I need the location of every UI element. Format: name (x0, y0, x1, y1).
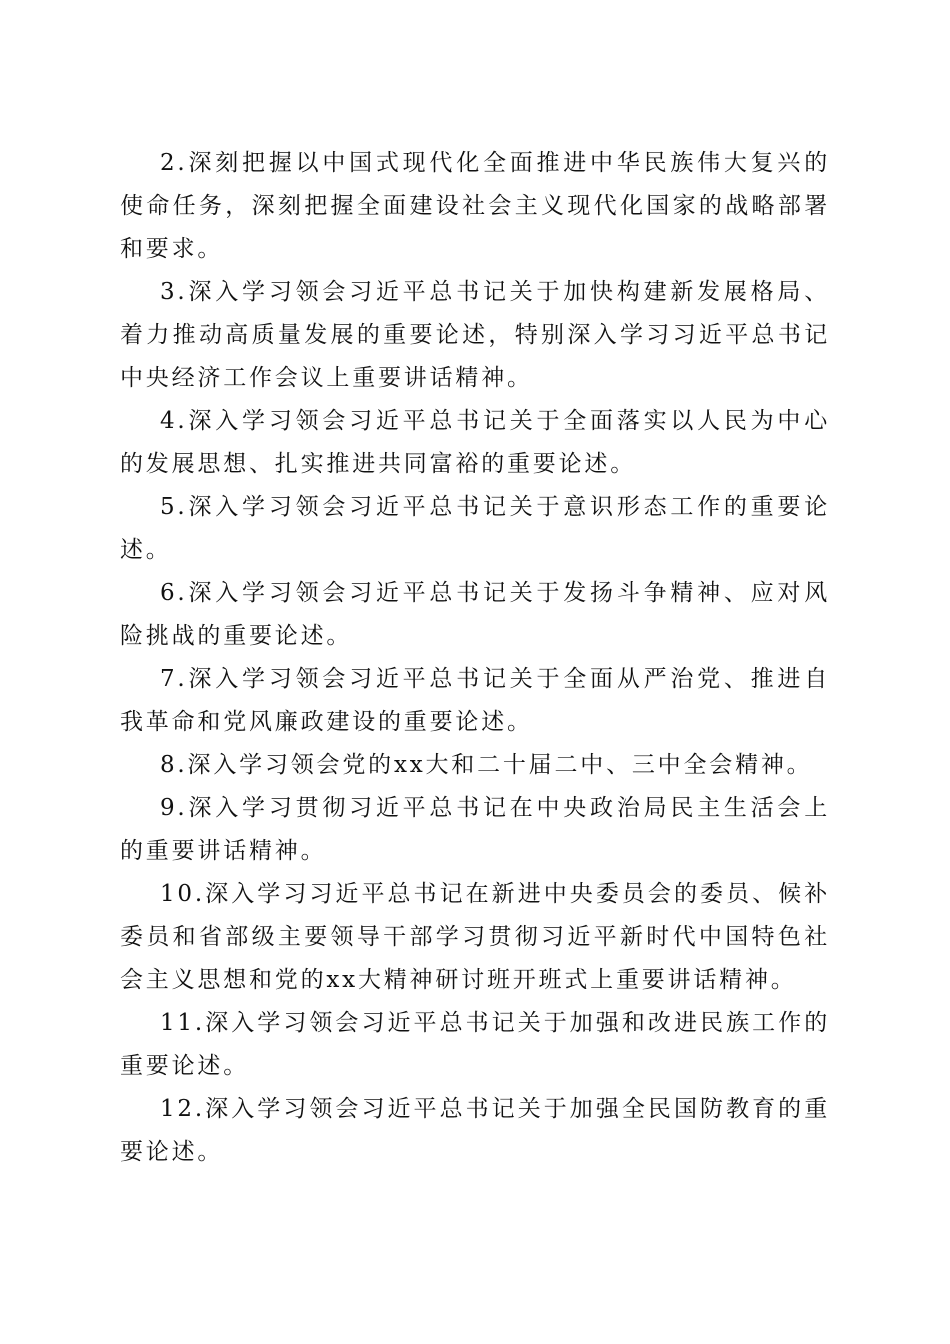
list-item: 9.深入学习贯彻习近平总书记在中央政治局民主生活会上的重要讲话精神。 (120, 795, 830, 864)
document-body (120, 142, 830, 1174)
list-item: 6.深入学习领会习近平总书记关于发扬斗争精神、应对风险挑战的重要论述。 (120, 580, 830, 649)
list-item: 3.深入学习领会习近平总书记关于加快构建新发展格局、着力推动高质量发展的重要论述，特别深入学习习近平总书记中央经济工作会议上重要讲话精神。 (120, 279, 830, 391)
list-item: 7.深入学习领会习近平总书记关于全面从严治党、推进自我革命和党风廉政建设的重要论述。 (120, 666, 830, 735)
list-item: 4.深入学习领会习近平总书记关于全面落实以人民为中心的发展思想、扎实推进共同富裕的重要论述。 (120, 408, 830, 477)
list-item: 2.深刻把握以中国式现代化全面推进中华民族伟大复兴的使命任务，深刻把握全面建设社会主义现代化国家的战略部署和要求。 (120, 150, 830, 262)
list-item: 8.深入学习领会党的xx大和二十届二中、三中全会精神。 (160, 752, 813, 778)
list-item: 5.深入学习领会习近平总书记关于意识形态工作的重要论述。 (120, 494, 830, 563)
list-item: 10.深入学习习近平总书记在新进中央委员会的委员、候补委员和省部级主要领导干部学习贯彻习近平新时代中国特色社会主义思想和党的xx大精神研讨班开班式上重要讲话精神。 (120, 881, 830, 993)
list-item: 12.深入学习领会习近平总书记关于加强全民国防教育的重要论述。 (120, 1096, 830, 1165)
list-item: 11.深入学习领会习近平总书记关于加强和改进民族工作的重要论述。 (120, 1010, 830, 1079)
